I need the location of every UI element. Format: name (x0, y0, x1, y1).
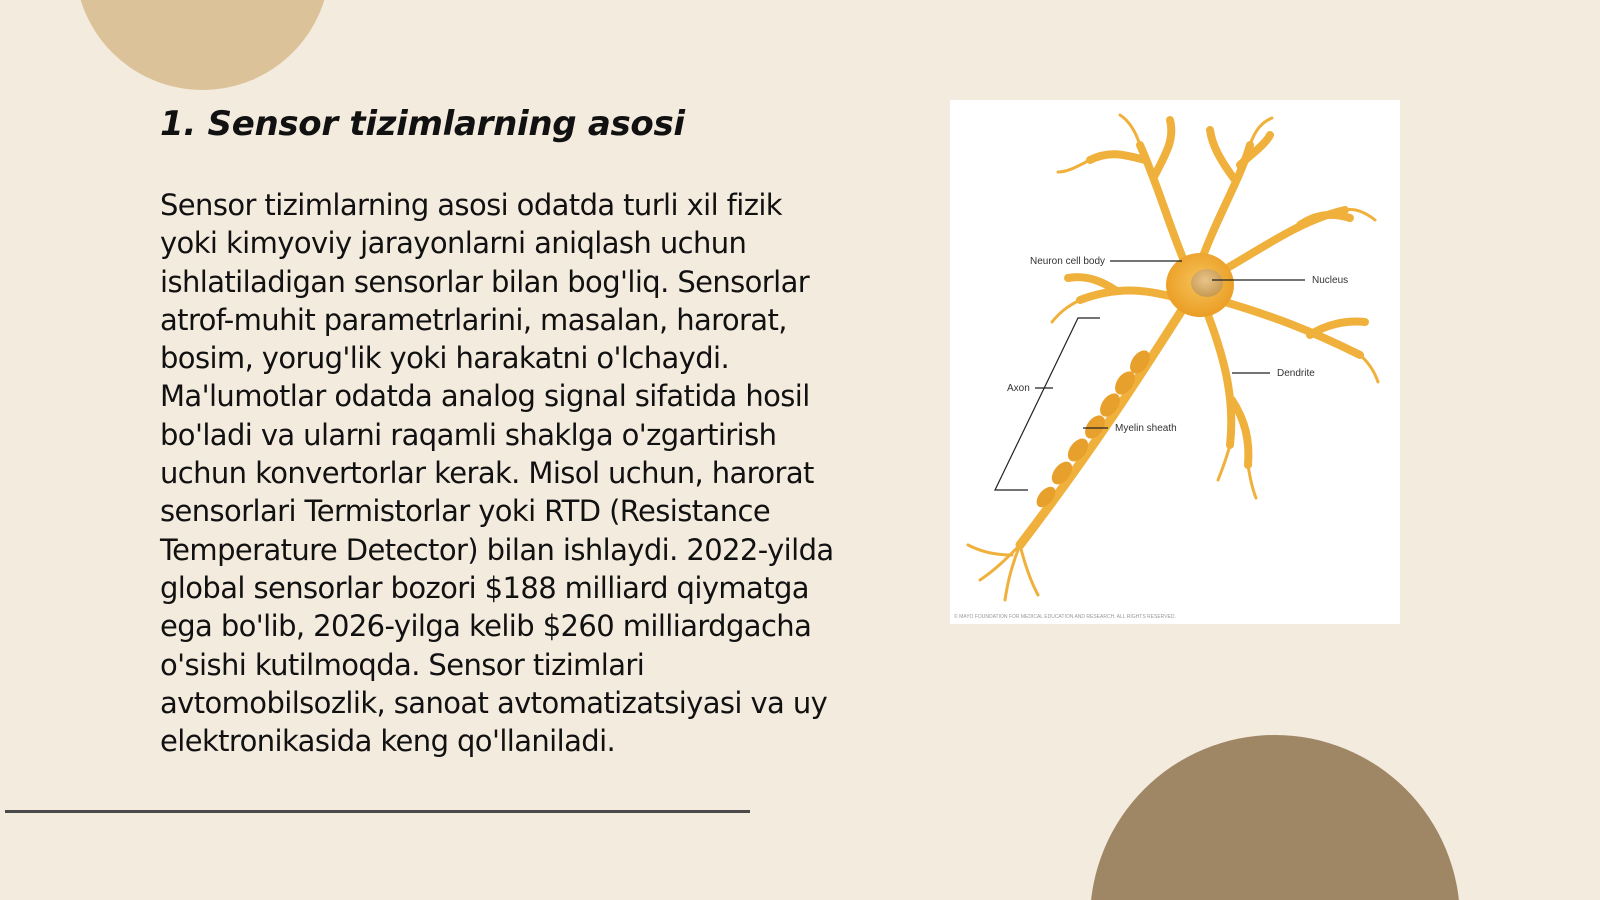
label-myelin-sheath: Myelin sheath (1115, 423, 1177, 434)
label-nucleus: Nucleus (1312, 275, 1349, 286)
slide-title: 1. Sensor tizimlarning asosi (160, 104, 685, 144)
label-dendrite: Dendrite (1277, 368, 1315, 379)
decorative-circle-top (75, 0, 330, 90)
figure-credit: © MAYO FOUNDATION FOR MEDICAL EDUCATION AND RESEARCH. ALL RIGHTS RESERVED. (954, 614, 1176, 620)
neuron-shape (968, 115, 1378, 600)
horizontal-divider (5, 810, 750, 813)
slide-body-text: Sensor tizimlarning asosi odatda turli xil fizik yoki kimyoviy jarayonlarni aniqlash uchun ishlatiladigan sensorlar bilan bog'liq. Sensorlar atrof-muhit parametrlarini, masalan, harorat, bosim, yorug'lik yoki harakatni o'lchaydi. Ma'lumotlar odatda analog signal sifatida hosil bo'ladi va ularni raqamli shaklga o'zgartirish uchun konvertorlar kerak. Misol uchun, harorat sensorlari Termistorlar yoki RTD (Resistance Temperature Detector) bilan ishlaydi. 2022-yilda global sensorlar bozori $188 milliard qiymatga ega bo'lib, 2026-yilga kelib $260 milliardgacha o'sishi kutilmoqda. Sensor tizimlari avtomobilsozlik, sanoat avtomatizatsiyasi va uy elektronikasida keng qo'llaniladi. (160, 188, 834, 759)
neuron-diagram (950, 100, 1400, 624)
neuron-nucleus (1191, 269, 1223, 297)
decorative-circle-bottom (1090, 735, 1460, 900)
label-axon: Axon (1007, 383, 1030, 394)
neuron-illustration (950, 100, 1400, 624)
label-neuron-cell-body: Neuron cell body (1030, 256, 1106, 267)
